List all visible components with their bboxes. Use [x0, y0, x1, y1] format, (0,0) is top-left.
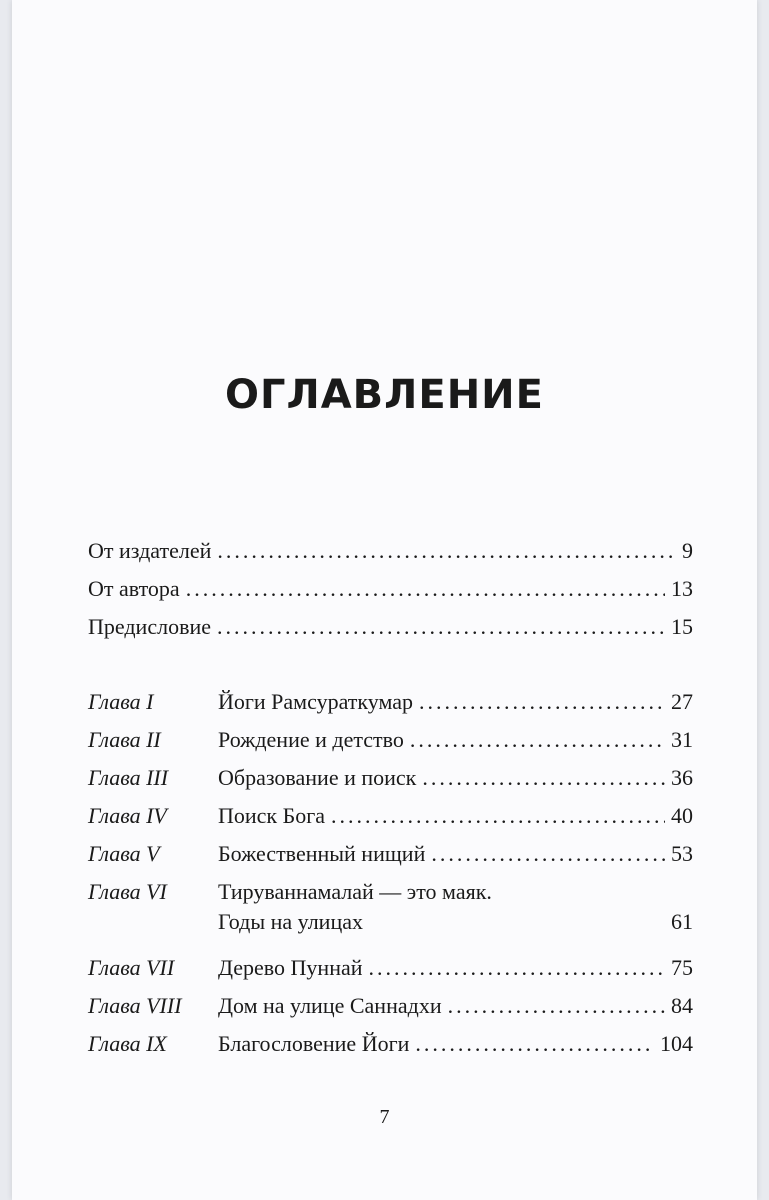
toc-chapter: Глава VIII [88, 993, 182, 1018]
toc-page: 36 [671, 765, 693, 790]
toc-title: От издателей [88, 538, 212, 563]
toc-leader [217, 538, 676, 564]
toc-title: Рождение и детство [218, 727, 404, 752]
toc-title: Образование и поиск [218, 765, 417, 790]
toc-entry [88, 689, 693, 723]
toc-leader [331, 803, 665, 829]
toc-page: 13 [671, 576, 693, 601]
toc-entry [88, 1031, 693, 1065]
toc-leader [410, 727, 665, 753]
toc-entry [88, 614, 693, 648]
toc-leader [448, 993, 665, 1019]
toc-page: 75 [671, 955, 693, 980]
toc-title: Йоги Рамсураткумар [218, 689, 414, 714]
toc-chapter: Глава IX [88, 1031, 167, 1056]
toc-entry-continuation [218, 909, 693, 943]
page-title: ОГЛАВЛЕНИЕ [225, 372, 544, 418]
toc-page: 84 [671, 993, 693, 1018]
toc-title: Дом на улице Саннадхи [218, 993, 442, 1018]
toc-leader [431, 841, 665, 867]
toc-title: Предисловие [88, 614, 211, 639]
page-number: 7 [379, 1106, 390, 1128]
toc-chapter: Глава V [88, 841, 160, 866]
toc-chapter: Глава I [88, 689, 154, 714]
toc-title: Благословение Йоги [218, 1031, 410, 1056]
toc-page: 27 [671, 689, 693, 714]
toc-leader [217, 614, 665, 640]
toc-page: 53 [671, 841, 693, 866]
toc-page: 104 [660, 1031, 693, 1056]
toc-entry [88, 803, 693, 837]
toc-entry [88, 538, 693, 572]
toc-chapter: Глава III [88, 765, 169, 790]
toc-page: 9 [682, 538, 693, 563]
toc-entry [88, 576, 693, 610]
toc-page: 40 [671, 803, 693, 828]
toc-title-line2: Годы на улицах [218, 909, 363, 934]
toc-page: 61 [671, 909, 693, 934]
toc-entry [88, 765, 693, 799]
toc-title: Божественный нищий [218, 841, 426, 866]
toc-entry [88, 955, 693, 989]
toc-page: 31 [671, 727, 693, 752]
toc-title: От автора [88, 576, 180, 601]
toc-page: 15 [671, 614, 693, 639]
toc-chapter: Глава VII [88, 955, 175, 980]
toc-leader [186, 576, 665, 602]
toc-leader [419, 689, 665, 715]
toc-entry [88, 879, 693, 913]
toc-leader [415, 1031, 654, 1057]
toc-chapter: Глава II [88, 727, 161, 752]
toc-title: Дерево Пуннай [218, 955, 363, 980]
toc-chapter: Глава VI [88, 879, 167, 904]
book-page [12, 0, 757, 1200]
toc-title: Тируваннамалай — это маяк. [218, 879, 492, 904]
toc-title: Поиск Бога [218, 803, 326, 828]
toc-chapter: Глава IV [88, 803, 167, 828]
toc-entry [88, 727, 693, 761]
toc-leader [422, 765, 665, 791]
toc-leader [369, 955, 665, 981]
table-of-contents [12, 0, 757, 1200]
toc-entry [88, 841, 693, 875]
toc-entry [88, 993, 693, 1027]
